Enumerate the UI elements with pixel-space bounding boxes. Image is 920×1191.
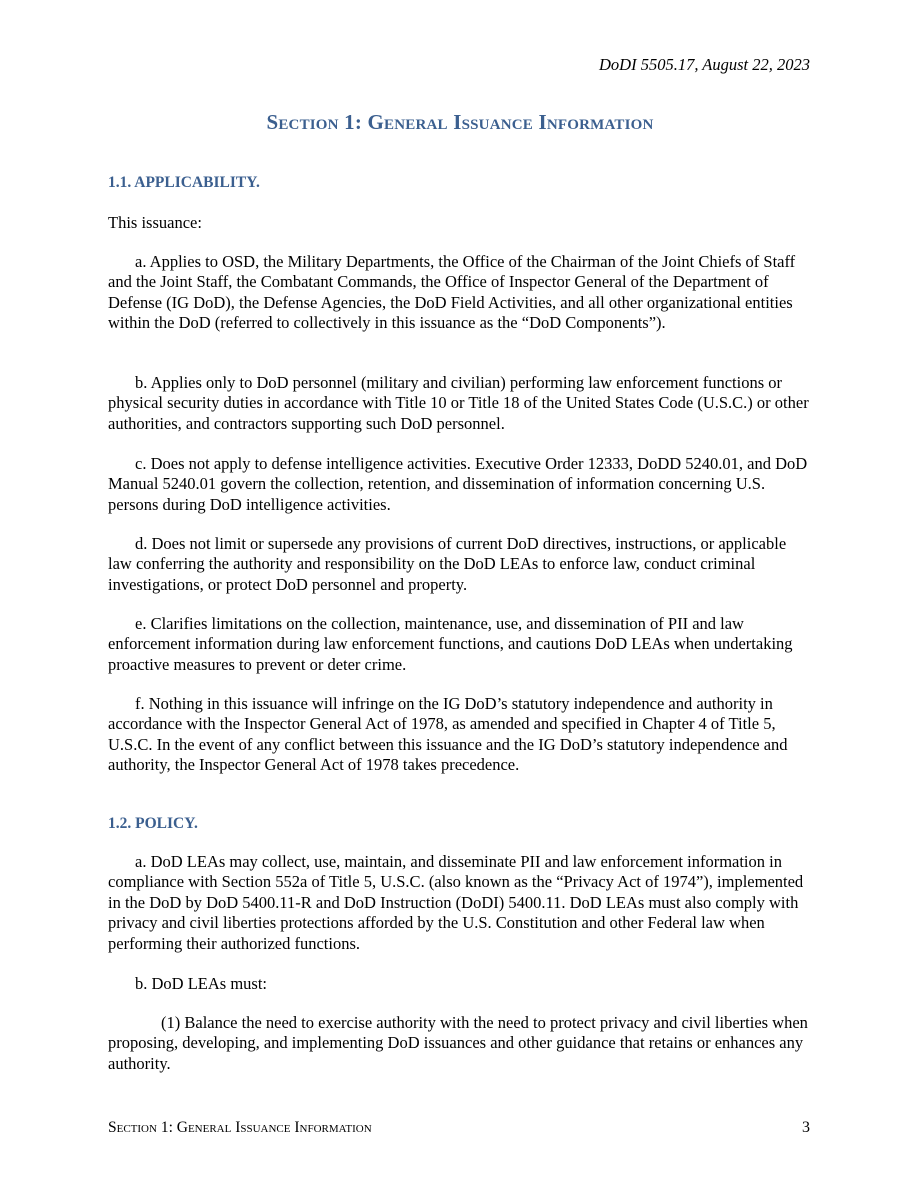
footer-section-label: Section 1: General Issuance Information: [108, 1119, 372, 1136]
applicability-heading: 1.1. APPLICABILITY.: [108, 174, 260, 191]
applicability-item-c: c. Does not apply to defense intelligence activities. Executive Order 12333, DoDD 5240.01, and DoD Manual 5240.01 govern the collection, retention, and dissemination of information concerning U.S. persons during DoD intelligence activities.: [108, 454, 808, 514]
applicability-item-d: d. Does not limit or supersede any provisions of current DoD directives, instructions, or applicable law conferring the authority and responsibility on the DoD LEAs to enforce law, conduct criminal investigations, or protect DoD personnel and property.: [108, 534, 787, 594]
policy-heading: 1.2. POLICY.: [108, 815, 198, 832]
policy-item-b: b. DoD LEAs must:: [135, 974, 267, 993]
applicability-item-e: e. Clarifies limitations on the collection, maintenance, use, and dissemination of PII and law enforcement information during law enforcement functions, and cautions DoD LEAs when undertaking proactive measures to prevent or deter crime.: [108, 614, 793, 674]
policy-item-a: a. DoD LEAs may collect, use, maintain, and disseminate PII and law enforcement information in compliance with Section 552a of Title 5, U.S.C. (also known as the “Privacy Act of 1974”), implemented in the DoD by DoD 5400.11-R and DoD Instruction (DoDI) 5400.11. DoD LEAs must also comply with privacy and civil liberties protections afforded by the U.S. Constitution and other Federal law when performing their authorized functions.: [108, 852, 804, 953]
policy-item-b1: (1) Balance the need to exercise authority with the need to protect privacy and civil liberties when proposing, developing, and implementing DoD issuances and other guidance that retains or enhances any authority.: [108, 1013, 808, 1073]
applicability-item-a: a. Applies to OSD, the Military Departments, the Office of the Chairman of the Joint Chiefs of Staff and the Joint Staff, the Combatant Commands, the Office of Inspector General of the Department of Defense (IG DoD), the Defense Agencies, the DoD Field Activities, and all other organizational entities within the DoD (referred to collectively in this issuance as the “DoD Components”).: [108, 252, 796, 333]
applicability-item-f: f. Nothing in this issuance will infringe on the IG DoD’s statutory independence and authority in accordance with the Inspector General Act of 1978, as amended and specified in Chapter 4 of Title 5, U.S.C. In the event of any conflict between this issuance and the IG DoD’s statutory independence and authority, the Inspector General Act of 1978 takes precedence.: [108, 694, 788, 775]
section-title: Section 1: General Issuance Information: [266, 110, 654, 134]
document-header: DoDI 5505.17, August 22, 2023: [599, 55, 810, 74]
applicability-item-b: b. Applies only to DoD personnel (military and civilian) performing law enforcement functions or physical security duties in accordance with Title 10 or Title 18 of the United States Code (U.S.C.) or other authorities, and contractors supporting such DoD personnel.: [108, 373, 809, 433]
applicability-intro: This issuance:: [108, 213, 202, 232]
page-number: 3: [802, 1119, 810, 1136]
